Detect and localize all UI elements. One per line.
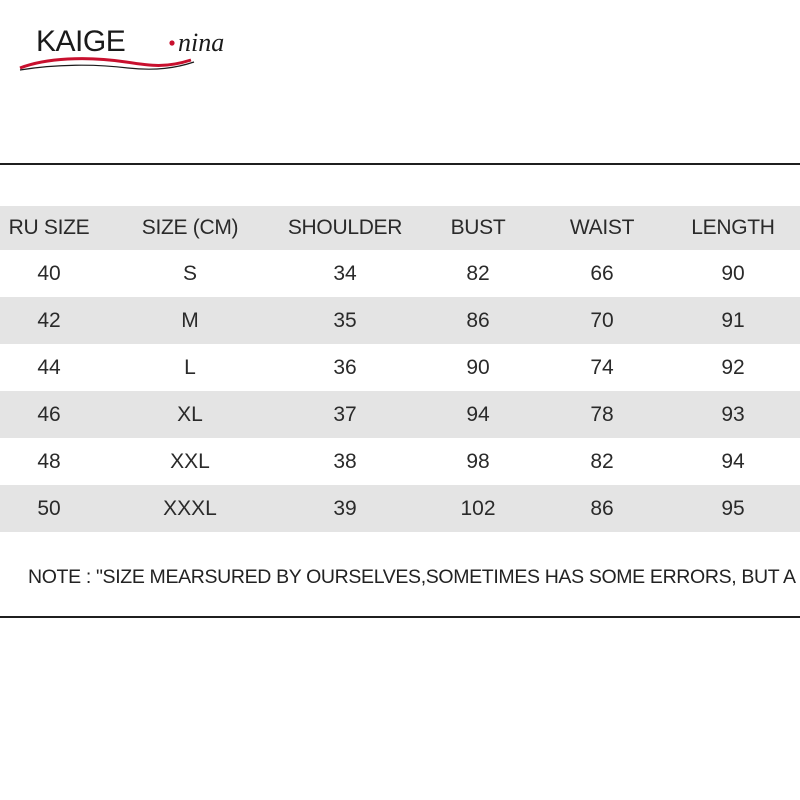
brand-logo-mark <box>16 18 256 78</box>
cell-ru-size: 44 <box>37 355 61 379</box>
size-chart-table <box>0 206 800 532</box>
cell-ru-size: 48 <box>37 449 61 473</box>
header-waist: WAIST <box>569 216 635 239</box>
cell-waist: 74 <box>590 355 614 379</box>
cell-ru-size: 46 <box>37 402 61 426</box>
cell-bust: 102 <box>460 496 496 520</box>
cell-bust: 82 <box>466 261 490 285</box>
table-row <box>0 297 800 344</box>
brand-logo <box>16 18 256 78</box>
table-row <box>0 438 800 485</box>
cell-shoulder: 35 <box>333 308 357 332</box>
cell-size: M <box>181 308 199 332</box>
cell-shoulder: 39 <box>333 496 357 520</box>
bottom-divider <box>0 616 800 618</box>
table-row <box>0 391 800 438</box>
cell-size: S <box>182 261 197 285</box>
brand-name: KAIGE <box>36 25 126 58</box>
table-row <box>0 485 800 532</box>
size-note: NOTE : "SIZE MEARSURED BY OURSELVES,SOMETIMES HAS SOME ERRORS, BUT A <box>28 566 796 588</box>
header-ru-size: RU SIZE <box>8 216 90 239</box>
cell-bust: 94 <box>466 402 490 426</box>
cell-length: 90 <box>721 261 745 285</box>
cell-waist: 86 <box>590 496 614 520</box>
cell-size: L <box>184 355 196 379</box>
cell-shoulder: 38 <box>333 449 357 473</box>
cell-ru-size: 42 <box>37 308 61 332</box>
header-bust: BUST <box>450 216 506 239</box>
header-size-cm: SIZE (CM) <box>141 216 239 239</box>
cell-length: 94 <box>721 449 745 473</box>
cell-shoulder: 34 <box>333 261 357 285</box>
cell-length: 95 <box>721 496 745 520</box>
top-divider <box>0 163 800 165</box>
cell-waist: 82 <box>590 449 614 473</box>
cell-shoulder: 37 <box>333 402 357 426</box>
header-length: LENGTH <box>691 216 775 239</box>
cell-size: XXL <box>170 449 210 473</box>
header-shoulder: SHOULDER <box>287 216 403 239</box>
table-row <box>0 344 800 391</box>
brand-dot <box>169 40 174 45</box>
cell-waist: 78 <box>590 402 614 426</box>
cell-length: 92 <box>721 355 745 379</box>
cell-bust: 90 <box>466 355 490 379</box>
cell-ru-size: 50 <box>37 496 61 520</box>
cell-bust: 98 <box>466 449 490 473</box>
cell-size: XXXL <box>163 496 217 520</box>
cell-length: 93 <box>721 402 745 426</box>
table-header-row <box>0 206 800 250</box>
cell-waist: 66 <box>590 261 614 285</box>
cell-size: XL <box>177 402 203 426</box>
cell-bust: 86 <box>466 308 490 332</box>
table-row <box>0 250 800 297</box>
brand-suffix: nina <box>178 28 225 57</box>
cell-length: 91 <box>721 308 745 332</box>
cell-shoulder: 36 <box>333 355 357 379</box>
cell-ru-size: 40 <box>37 261 61 285</box>
cell-waist: 70 <box>590 308 614 332</box>
